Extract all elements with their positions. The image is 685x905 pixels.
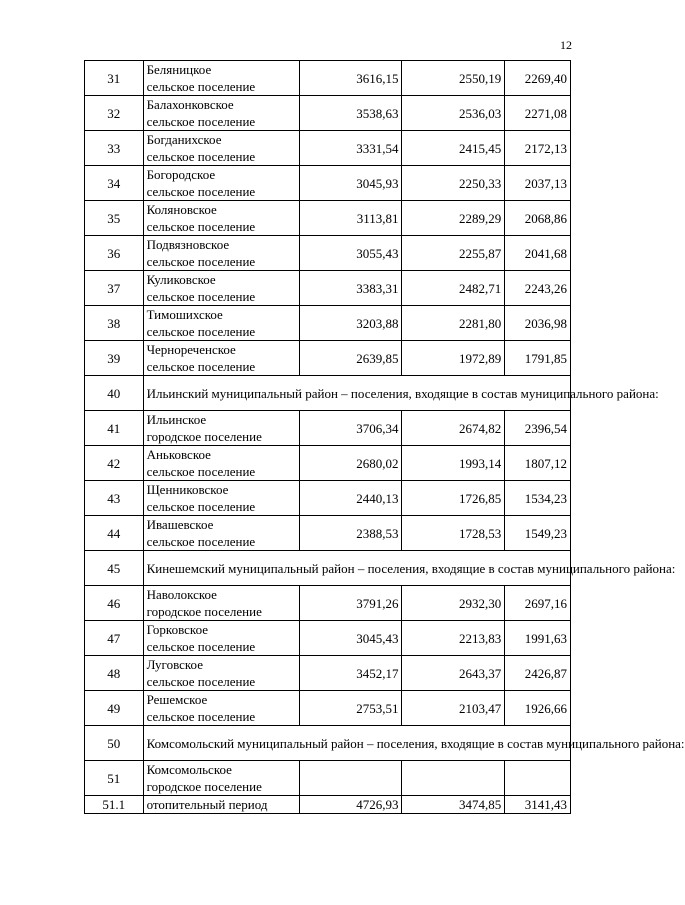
settlement-name: [143, 306, 299, 341]
value-cell-2: 2255,87: [402, 236, 505, 271]
settlement-name-line: Ильинское: [146, 412, 207, 427]
settlement-name-line: Комсомольское: [146, 762, 232, 777]
settlement-name-line: Чернореченское: [146, 342, 236, 357]
settlement-name: [143, 341, 299, 376]
row-number: 44: [85, 516, 144, 551]
value-cell-2: 1728,53: [402, 516, 505, 551]
table-row: [85, 796, 571, 814]
settlement-type-line: городское поселение: [146, 779, 262, 794]
settlement-type-line: сельское поселение: [146, 359, 256, 374]
row-number: 48: [85, 656, 144, 691]
row-number: 42: [85, 446, 144, 481]
value-cell-2: 1972,89: [402, 341, 505, 376]
row-number: 37: [85, 271, 144, 306]
row-number: 32: [85, 96, 144, 131]
page-number: 12: [560, 38, 572, 52]
row-number: 33: [85, 131, 144, 166]
value-cell-1: [299, 761, 402, 796]
settlement-type-line: сельское поселение: [146, 324, 256, 339]
row-number: 35: [85, 201, 144, 236]
value-cell-3: 2041,68: [505, 236, 571, 271]
settlement-type-line: сельское поселение: [146, 184, 256, 199]
value-cell-2: 2536,03: [402, 96, 505, 131]
settlement-name-line: Богородское: [146, 167, 216, 182]
settlement-name-line: Решемское: [146, 692, 208, 707]
table-row: [85, 551, 571, 586]
value-cell-3: 3141,43: [505, 796, 571, 814]
value-cell-2: 2674,82: [402, 411, 505, 446]
settlement-name: [143, 761, 299, 796]
district-heading: Кинешемский муниципальный район – поселения, входящие в состав муниципального района:: [143, 551, 570, 586]
settlement-type-line: сельское поселение: [146, 709, 256, 724]
table-row: [85, 61, 571, 96]
settlement-name: [143, 61, 299, 96]
row-number: 38: [85, 306, 144, 341]
table-row: [85, 761, 571, 796]
value-cell-3: 1534,23: [505, 481, 571, 516]
value-cell-3: 1549,23: [505, 516, 571, 551]
settlement-name-line: Беляницкое: [146, 62, 212, 77]
row-number: 34: [85, 166, 144, 201]
value-cell-1: 3045,93: [299, 166, 402, 201]
value-cell-3: 2426,87: [505, 656, 571, 691]
settlement-type-line: сельское поселение: [146, 114, 256, 129]
settlement-name-line: отопительный период: [146, 797, 268, 812]
value-cell-1: 3113,81: [299, 201, 402, 236]
value-cell-2: 2932,30: [402, 586, 505, 621]
value-cell-1: 2753,51: [299, 691, 402, 726]
value-cell-2: 2250,33: [402, 166, 505, 201]
row-number: 31: [85, 61, 144, 96]
value-cell-2: 2281,80: [402, 306, 505, 341]
row-number: 46: [85, 586, 144, 621]
settlement-type-line: сельское поселение: [146, 219, 256, 234]
value-cell-2: 2213,83: [402, 621, 505, 656]
value-cell-3: 2068,86: [505, 201, 571, 236]
settlement-name: [143, 586, 299, 621]
settlement-name-line: Подвязновское: [146, 237, 230, 252]
value-cell-3: 1991,63: [505, 621, 571, 656]
settlement-name-line: Щенниковское: [146, 482, 229, 497]
settlement-name-line: Наволокское: [146, 587, 217, 602]
table-body: [85, 61, 685, 814]
value-cell-3: 1807,12: [505, 446, 571, 481]
settlement-name-line: Коляновское: [146, 202, 217, 217]
table-row: [85, 446, 571, 481]
value-cell-1: 3616,15: [299, 61, 402, 96]
settlement-name: [143, 446, 299, 481]
settlement-name-line: Ивашевское: [146, 517, 214, 532]
value-cell-3: 2172,13: [505, 131, 571, 166]
row-number: 43: [85, 481, 144, 516]
row-number: 51: [85, 761, 144, 796]
settlement-name-line: Горковское: [146, 622, 209, 637]
row-number: 45: [85, 551, 144, 586]
value-cell-3: 1791,85: [505, 341, 571, 376]
settlement-name-line: Богданихское: [146, 132, 222, 147]
value-cell-1: 4726,93: [299, 796, 402, 814]
value-cell-3: 2396,54: [505, 411, 571, 446]
settlement-type-line: городское поселение: [146, 429, 262, 444]
value-cell-1: 3055,43: [299, 236, 402, 271]
value-cell-3: [505, 761, 571, 796]
value-cell-2: 2482,71: [402, 271, 505, 306]
row-number: 41: [85, 411, 144, 446]
settlement-name: [143, 516, 299, 551]
settlement-type-line: сельское поселение: [146, 464, 256, 479]
value-cell-1: 2639,85: [299, 341, 402, 376]
row-number: 40: [85, 376, 144, 411]
settlement-name-line: Балахонковское: [146, 97, 234, 112]
settlement-type-line: сельское поселение: [146, 499, 256, 514]
value-cell-3: 2037,13: [505, 166, 571, 201]
table-row: [85, 166, 571, 201]
value-cell-2: 2550,19: [402, 61, 505, 96]
value-cell-2: 2289,29: [402, 201, 505, 236]
settlement-name-line: Аньковское: [146, 447, 211, 462]
value-cell-3: 2271,08: [505, 96, 571, 131]
settlement-type-line: сельское поселение: [146, 79, 256, 94]
settlement-type-line: сельское поселение: [146, 674, 256, 689]
table-row: [85, 306, 571, 341]
value-cell-3: 2036,98: [505, 306, 571, 341]
row-number: 36: [85, 236, 144, 271]
settlement-type-line: сельское поселение: [146, 639, 256, 654]
tariff-table: [84, 60, 685, 814]
settlement-name-line: Куликовское: [146, 272, 216, 287]
settlement-name: [143, 691, 299, 726]
table-row: [85, 726, 571, 761]
table-row: [85, 411, 571, 446]
value-cell-3: 2269,40: [505, 61, 571, 96]
settlement-name-line: Луговское: [146, 657, 203, 672]
value-cell-2: 1726,85: [402, 481, 505, 516]
value-cell-3: 2243,26: [505, 271, 571, 306]
value-cell-1: 3538,63: [299, 96, 402, 131]
settlement-type-line: сельское поселение: [146, 534, 256, 549]
table-row: [85, 201, 571, 236]
district-heading: Комсомольский муниципальный район – поселения, входящие в состав муниципального района:: [143, 726, 570, 761]
table-row: [85, 691, 571, 726]
row-number: 39: [85, 341, 144, 376]
table-row: [85, 586, 571, 621]
settlement-name: [143, 481, 299, 516]
settlement-type-line: сельское поселение: [146, 289, 256, 304]
table-row: [85, 341, 571, 376]
value-cell-1: 3706,34: [299, 411, 402, 446]
row-number: 49: [85, 691, 144, 726]
value-cell-2: 1993,14: [402, 446, 505, 481]
table-row: [85, 656, 571, 691]
table-row: [85, 131, 571, 166]
settlement-name-line: Тимошихское: [146, 307, 223, 322]
value-cell-1: 2680,02: [299, 446, 402, 481]
district-heading: Ильинский муниципальный район – поселения, входящие в состав муниципального района:: [143, 376, 570, 411]
settlement-type-line: городское поселение: [146, 604, 262, 619]
value-cell-1: 3791,26: [299, 586, 402, 621]
value-cell-1: 3045,43: [299, 621, 402, 656]
table-row: [85, 376, 571, 411]
value-cell-1: 3331,54: [299, 131, 402, 166]
settlement-name: [143, 656, 299, 691]
settlement-name: [143, 166, 299, 201]
value-cell-3: 1926,66: [505, 691, 571, 726]
settlement-name: [143, 621, 299, 656]
table-row: [85, 481, 571, 516]
value-cell-2: 3474,85: [402, 796, 505, 814]
value-cell-2: [402, 761, 505, 796]
value-cell-1: 2440,13: [299, 481, 402, 516]
settlement-name: [143, 96, 299, 131]
value-cell-1: 3383,31: [299, 271, 402, 306]
table-row: [85, 516, 571, 551]
settlement-name: [143, 236, 299, 271]
settlement-name: [143, 201, 299, 236]
settlement-type-line: сельское поселение: [146, 149, 256, 164]
settlement-type-line: сельское поселение: [146, 254, 256, 269]
value-cell-1: 3203,88: [299, 306, 402, 341]
table-row: [85, 96, 571, 131]
value-cell-2: 2103,47: [402, 691, 505, 726]
value-cell-1: 2388,53: [299, 516, 402, 551]
settlement-name: [143, 271, 299, 306]
row-number: 47: [85, 621, 144, 656]
settlement-name: [143, 131, 299, 166]
table-row: [85, 621, 571, 656]
value-cell-1: 3452,17: [299, 656, 402, 691]
value-cell-2: 2415,45: [402, 131, 505, 166]
settlement-name: [143, 411, 299, 446]
value-cell-3: 2697,16: [505, 586, 571, 621]
row-number: 50: [85, 726, 144, 761]
settlement-name: [143, 796, 299, 814]
table-row: [85, 236, 571, 271]
row-number: 51.1: [85, 796, 144, 814]
value-cell-2: 2643,37: [402, 656, 505, 691]
table-row: [85, 271, 571, 306]
